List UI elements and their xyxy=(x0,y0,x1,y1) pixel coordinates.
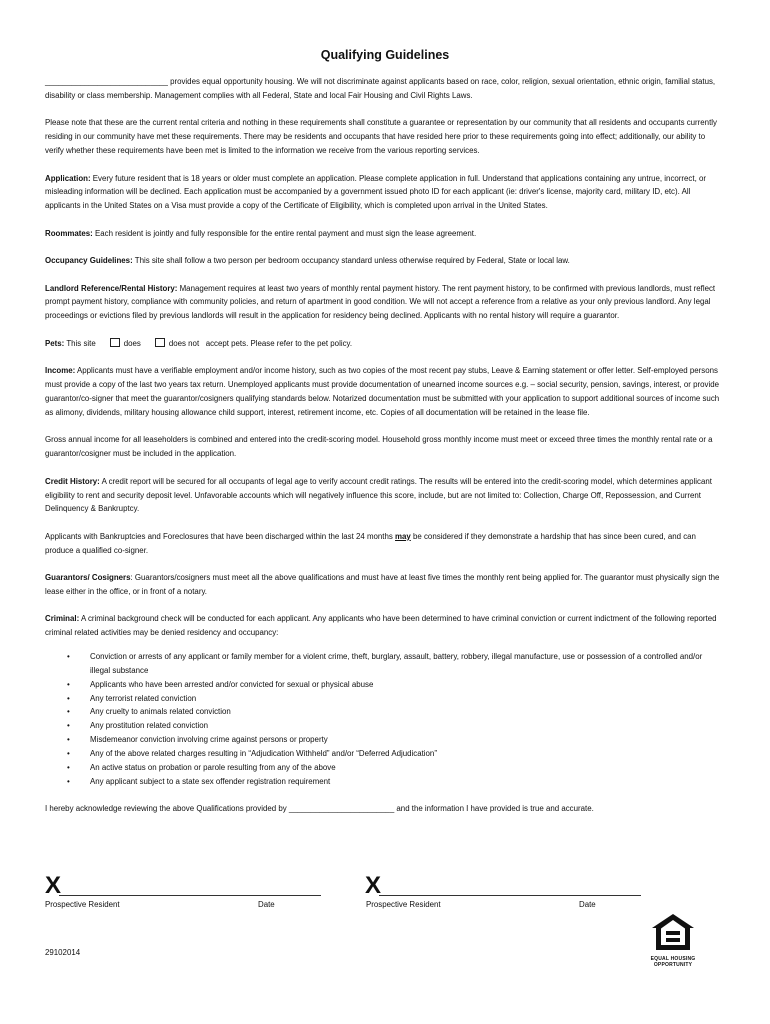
date-label-2: Date xyxy=(579,900,596,909)
guarantors-label: Guarantors/ Cosigners xyxy=(45,573,131,583)
credit-label: Credit History: xyxy=(45,476,100,486)
list-item: • Conviction or arrests of any applicant or family member for a violent crime, theft, burglary, assault, battery, robbery, illegal manufacture, use or possession of a controlled and/or illegal substance xyxy=(45,650,721,678)
application-label: Application: xyxy=(45,173,91,183)
list-item: • Misdemeanor conviction involving crime against persons or property xyxy=(45,733,721,747)
note-paragraph: Please note that these are the current rental criteria and nothing in these requirements shall constitute a guarantee or representation by our community that all residents and occupants currently residing in our community have met these requirements. There may be residents and occupants that have resided here prior to these requirements going into effect; additionally, our ability to verify whether these requirements have been met is limited to the information we receive from the various reporting services. xyxy=(45,118,717,156)
form-code: 29102014 xyxy=(45,948,81,957)
occupancy-label: Occupancy Guidelines: xyxy=(45,256,133,266)
pets-does-label: does xyxy=(123,338,141,348)
credit-paragraph: Credit History: A credit report will be secured for all occupants of legal age to verify account credit ratings. The results will be entered into the credit-scoring model, which determines applicant eligibility to rent and security deposit level. Unfavorable accounts which will negatively influence this score, include, but are not limited to: Collection, Charge Off, Repossession, and Current Delinquency & Bankruptcy. xyxy=(45,476,712,514)
gross-income-paragraph: Gross annual income for all leaseholders is combined and entered into the credit-scoring model. Household gross monthly income must meet or exceed three times the monthly rental rate or a guarantor/cosigner must be included in the application. xyxy=(45,435,713,459)
pets-label: Pets: xyxy=(45,338,65,348)
acknowledge-paragraph: I hereby acknowledge reviewing the above Qualifications provided by ________________________ and the information I have provided is true and accurate. xyxy=(45,803,594,813)
signature-x-mark: X xyxy=(45,872,62,899)
income-label: Income: xyxy=(45,366,76,376)
signature-line[interactable] xyxy=(59,881,321,896)
pets-does-not-label: does not xyxy=(168,338,200,348)
list-item: • Any of the above related charges resulting in “Adjudication Withheld” and/or “Deferred Adjudication” xyxy=(45,747,721,761)
roommates-label: Roommates: xyxy=(45,228,93,238)
guarantors-paragraph: Guarantors/ Cosigners: Guarantors/cosigners must meet all the above qualifications and must have at least five times the monthly rent being applied for. The guarantor must physically sign the lease either in the office, or in front of a notary. xyxy=(45,573,720,597)
resident-label-2: Prospective Resident xyxy=(366,900,441,909)
equal-housing-logo xyxy=(648,913,698,968)
signature-field-2[interactable] xyxy=(365,872,641,899)
pets-paragraph: Pets: This site does does not accept pets. Please refer to the pet policy. xyxy=(45,338,353,348)
list-item: • An active status on probation or parole resulting from any of the above xyxy=(45,761,721,775)
pets-does-not-checkbox[interactable] xyxy=(155,338,165,347)
eho-line-1: EQUAL HOUSING xyxy=(650,956,696,962)
landlord-label: Landlord Reference/Rental History: xyxy=(45,283,178,293)
landlord-paragraph: Landlord Reference/Rental History: Management requires at least two years of monthly rental payment history. The rent payment history, to be confirmed with previous landlords, must reflect prompt payment history, compliance with community policies, and return of apartment in good condition. We will not accept a reference from a relative as your only previous landlord. Any legal proceedings or evictions filed by previous landlords will result in the application for residency being declined. Applicants with no rental history will require a guarantor. xyxy=(45,283,716,321)
page-title: Qualifying Guidelines xyxy=(320,48,450,62)
occupancy-paragraph: Occupancy Guidelines: This site shall follow a two person per bedroom occupancy standard unless otherwise required by Federal, State or local law. xyxy=(45,256,570,266)
signature-line[interactable] xyxy=(379,881,641,896)
roommates-paragraph: Roommates: Each resident is jointly and fully responsible for the entire rental payment and must sign the lease agreement. xyxy=(45,228,477,238)
signature-field-1[interactable] xyxy=(45,872,321,899)
list-item: • Any applicant subject to a state sex offender registration requirement xyxy=(45,775,721,789)
income-paragraph: Income: Applicants must have a verifiable employment and/or income history, such as two copies of the most recent pay stubs, Leave & Earning statement or offer letter. Self-employed persons must provide a copy of the last two years tax return. Unemployed applicants must provide documentation of unearned income sources e.g. – social security, pension, savings, interest, or provide guarantor/co-signer that meet the guarantor/cosigners qualifying standards below. Notarized documentation must be submitted with your application to support additional sources of income such as alimony, dividends, military housing allowance child support, interest, retirement income, etc. Copies of all documentation will be retained in the lease file. xyxy=(45,366,720,417)
date-label-1: Date xyxy=(258,900,275,909)
may-emphasis: may xyxy=(395,531,411,541)
eho-line-2: OPPORTUNITY xyxy=(653,962,693,968)
criminal-label: Criminal: xyxy=(45,614,80,624)
resident-label-1: Prospective Resident xyxy=(45,900,120,909)
criminal-list xyxy=(45,650,721,789)
community-name-blank[interactable]: ____________________________ xyxy=(45,77,168,86)
bankruptcy-paragraph: Applicants with Bankruptcies and Foreclosures that have been discharged within the last 24 months may be considered if they demonstrate a hardship that has since been cured, and can produce a qualified co-signer. xyxy=(45,531,696,555)
guidelines-body xyxy=(45,75,721,829)
pets-does-checkbox[interactable] xyxy=(110,338,120,347)
list-item: • Applicants who have been arrested and/or convicted for sexual or physical abuse xyxy=(45,678,721,692)
list-item: • Any cruelty to animals related conviction xyxy=(45,705,721,719)
signature-x-mark: X xyxy=(365,872,382,899)
list-item: • Any terrorist related conviction xyxy=(45,692,721,706)
provider-name-blank[interactable]: ________________________ xyxy=(288,803,395,813)
application-paragraph: Application: Every future resident that is 18 years or older must complete an application. Please complete application in full. Understand that applications containing any untrue, incorrect, or misleading information will be declined. Each application must be accompanied by a government issued photo ID for each applicant (ie: driver's license, majority card, military ID, etc). All applicants in the United States on a Visa must provide a copy of the Certificate of Eligibility, which is completed upon arrival in the United States. xyxy=(45,173,706,211)
list-item: • Any prostitution related conviction xyxy=(45,719,721,733)
intro-paragraph: ____________________________ provides equal opportunity housing. We will not discriminate against applicants based on race, color, religion, sexual orientation, ethnic origin, familial status, disability or class membership. Management complies with all Federal, State and local Fair Housing and Civil Rights Laws. xyxy=(45,77,716,100)
criminal-paragraph: Criminal: A criminal background check will be conducted for each applicant. Any applicants who have been determined to have criminal conviction or current indictment of the following reported criminal related activities may be denied residency and occupancy: xyxy=(45,614,717,638)
house-icon xyxy=(651,913,695,951)
